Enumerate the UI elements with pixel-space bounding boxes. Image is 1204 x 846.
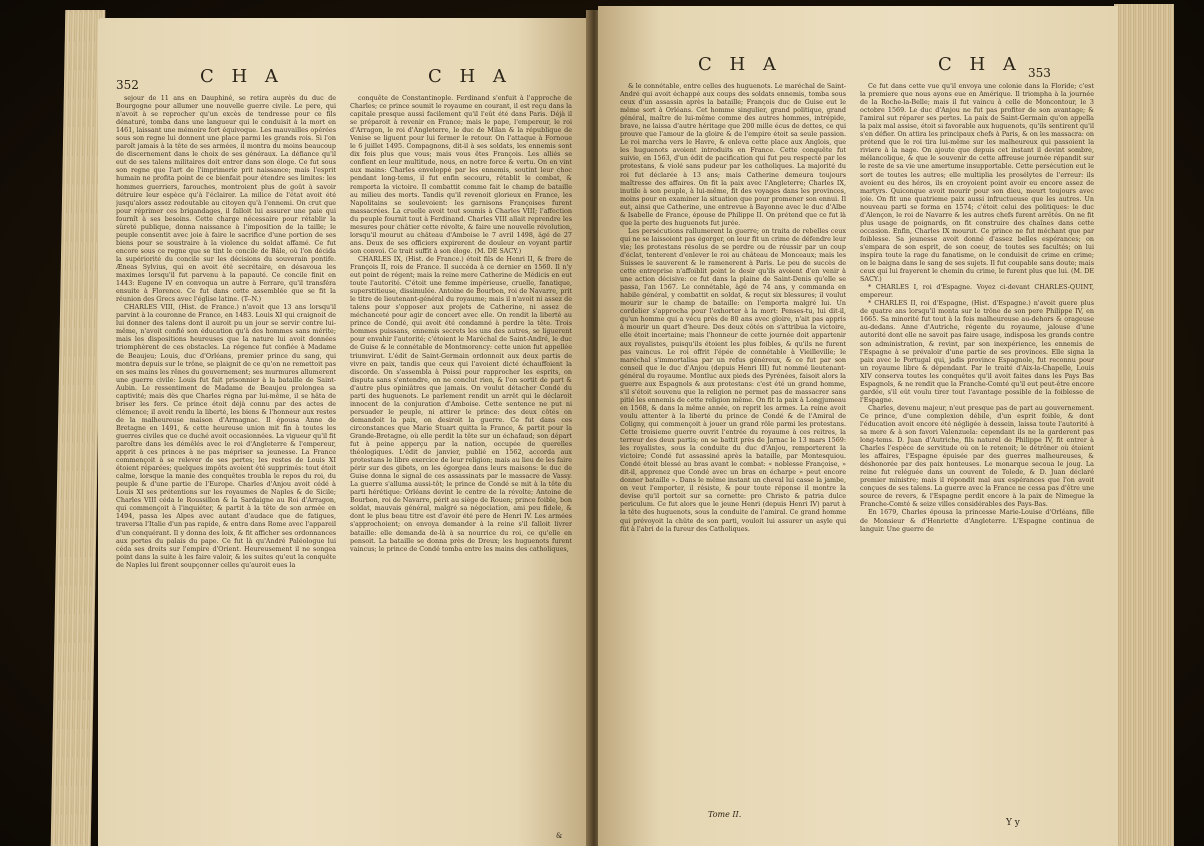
paragraph: CHARLES IX, (Hist. de France.) étoit fils de Henri II, & frere de François II, rois de France. Il succéda à ce dernier en 1560. Il n'y eut point de régent; mais la reine mere Catherine de Médicis en eut toute l'autorité. C'étoit une femme impérieuse, cruelle, fanatique, superstitieuse, dissimulée. Antoine de Bourbon, roi de Navarre, prit le titre de lieutenant-général du royaume; mais il n'avoit ni assez de talens pour s'opposer aux projets de Catherine, ni assez de méchanceté pour agir de concert avec elle. On rendit la liberté au prince de Condé, qui avoit été condamné à perdre la tête. Trois hommes puissans, ennemis secrets les uns des autres, se liguerent pour envahir l'autorité; c'étoient le Maréchal de Saint-André, le duc de Guise & le connétable de Montmorency: cette union fut appellée triumvirat. L'édit de Saint-Germain ordonnoit aux deux partis de vivre en paix, tandis que ceux qui l'avoient dicté échauffoient la discorde. On s'assembla à Poissi pour rapprocher les esprits, on disputa sans s'entendre, on ne conclut rien, & l'on sortit de part & d'autre plus opiniâtres que jamais. On voulut détacher Condé du parti des huguenots. Le parlement rendit un arrêt qui le déclaroit innocent de la conjuration d'Amboise. Cette sentence ne put ni persuader le peuple, ni attirer le prince: des deux côtés on demandoit la paix, on desiroit la guerre. Ce fut dans ces circonstances que Marie Stuart quitta la France, & partit pour la Grande-Bretagne, où elle perdit la tête sur un échafaud; son départ fut à peine apperçu par la nation, occupée de querelles théologiques. L'édit de janvier, publié en 1562, accorda aux protestans le libre exercice de leur religion; mais au lieu de les faire périr sur des gibets, on les égorgea dans leurs maisons: le duc de Guise donna le signal de ces assassinats par le massacre de Vassy. La guerre s'alluma aussi-tôt; le prince de Condé se mit à la tête du parti hérétique: Orléans devint le centre de la révolte; Antoine de Bourbon, roi de Navarre, périt au siège de Rouen; prince foible, bon soldat, mauvais général, malgré sa négociation, ami peu fidele, & dont le plus beau titre est d'avoir été pere de Henri IV. Les armées s'approchoient; on envoya demander à la reine s'il falloit livrer bataille: elle demanda de-là à sa nourrice du roi, ce qu'elle en pensoit. La bataille se donna près de Dreux; les huguenots furent vaincus; le prince de Condé tomba entre les mains des catholiques, — [350, 254, 572, 553]
text-column-1 — [620, 82, 846, 804]
paragraph: & le connétable, entre celles des huguenots. Le maréchal de Saint-André qui avoit échappé aux coups des soldats ennemis, tomba sous ceux d'un assassin après la bataille; François duc de Guise eut le même sort à Orléans. Cet homme singulier, grand politique, grand général, maître de lui-même comme des autres hommes, intrépide, brave, ne laissa d'autre héritage que 200 mille écus de dettes, ce qui prouve que l'amour de la gloire & de l'empire étoit sa seule passion. Le roi marcha vers le Havre, & enleva cette place aux Anglois, que les huguenots avoient introduits en France. Cette conquête fut suivie, en 1563, d'un édit de pacification qui fut peu respecté par les protestans, & violé sans pudeur par les catholiques. La majorité du roi fut déclarée à 13 ans; mais Catherine demeura toujours maîtresse des affaires. On fit la paix avec l'Angleterre; Charles IX, inutile à son peuple, à lui-même, fit des voyages dans les provinces, moins pour en examiner la situation que pour promener son ennui. Il eut, ainsi que Catherine, une entrevue à Bayonne avec le duc d'Albe & Isabelle de France, épouse de Philippe II. On prétend que ce fut là que la perte des huguenots fut jurée. — [620, 82, 846, 227]
running-head-right: C H A — [428, 66, 512, 87]
paragraph: CHARLES VIII, (Hist. de France.) n'avoit que 13 ans lorsqu'il parvint à la couronne de France, en 1483. Louis XI qui craignoit de lui donner des talens dont il auroit pu un jour se servir contre lui-même, n'avoit confié son éducation qu'à des hommes sans mérite; mais les dispositions heureuses que la nature lui avoit données triomphèrent de ces obstacles. La régence fut confiée à Madame de Beaujeu; Louis, duc d'Orléans, premier prince du sang, qui montra depuis sur le trône, se plaignit de ce qu'on ne remettoit pas en ses mains les rênes du gouvernement; ses murmures allumerent une guerre civile: Louis fut fait prisonnier à la bataille de Saint-Aubin. Le ressentiment de Madame de Beaujeu prolongea sa captivité; mais dès que Charles régna par lui-même, il se hâta de briser les fers. Ce prince étoit déjà connu par des actes de clémence; il avoit rendu la liberté, les biens & l'honneur aux restes de la malheureuse maison d'Armagnac. Il épousa Anne de Bretagne en 1491, & cette heureuse union mit fin à toutes les guerres civiles que ce duché avoit occasionnées. La vigueur qu'il fit paroître dans les démêlés avec le roi d'Angleterre & l'empereur, apprit à ces princes à ne pas mépriser sa jeunesse. La France commençoit à se relever de ses pertes; les restes de Louis XI étoient réparées; quelques impôts avoient été supprimés: tout étoit calme, lorsque la manie des conquêtes troubla le repos du roi, du peuple & d'une partie de l'Europe. Charles d'Anjou avoit cédé à Louis XI ses prétentions sur les royaumes de Naples & de Sicile; Charles VIII céda le Roussillon & la Sardaigne au Roi d'Arragon, qui commençoit à l'inquiéter, & partit à la tête de son armée en 1494, passa les Alpes avec autant d'audace que de fatigues, traversa l'Italie d'un pas rapide, & entra dans Rome avec l'appareil d'un conquérant. Il y donna des loix, & fit afficher ses ordonnances aux portes du palais du pape. Ce fut là qu'André Paléologue lui céda ses droits sur l'empire d'Orient. Heureusement il ne songea point dans la suite à les faire valoir, & les suites qu'eut la conquête de Naples lui firent soupçonner celles qu'auroit eues la — [116, 303, 336, 569]
paragraph: En 1679, Charles épousa la princesse Marie-Louise d'Orléans, fille de Monsieur & d'Henriette d'Angleterre. L'Espagne continua de languir. Une guerre de — [860, 508, 1094, 533]
paragraph: * CHARLES II, roi d'Espagne, (Hist. d'Espagne.) n'avoit guere plus de quatre ans lorsqu'il monta sur le trône de son pere Philippe IV, en 1665. Sa minorité fut tout à la fois malheureuse au-dehors & orageuse au-dedans. Anne d'Autriche, régente du royaume, jalouse d'une autorité dont elle ne savoit pas faire usage, indisposa les grands contre son administration, & revint, par son inexpérience, les ennemis de l'Espagne à se prévaloir d'une partie de ses provinces. Elle signa la paix avec le Portugal qui, jadis province Espagnole, fut reconnu pour un royaume libre & dépendant. Par le traité d'Aix-la-Chapelle, Louis XIV conserva toutes les conquêtes qu'il avoit faites dans les Pays Bas Espagnols, & ne rendit que la Franche-Comté qu'il eut peut-être encore gardée, s'il eût voulu tirer tout l'avantage possible de la foiblesse de l'Espagne. — [860, 299, 1094, 404]
right-page — [598, 6, 1118, 846]
running-head-right: C H A — [938, 54, 1022, 75]
page-edges-right — [1114, 4, 1174, 846]
page-number: 352 — [116, 78, 139, 92]
paragraph: sejour de 11 ans en Dauphiné, se retira auprès du duc de Bourgogne pour allumer une nouvelle guerre civile. Le pere, qui n'avoit à se reprocher qu'un excès de tendresse pour ce fils dénaturé, tomba dans une langueur qui le conduisit à la mort en 1461, laissant une mémoire fort équivoque. Les mauvailles opérées sous son regne lui donnent une place parmi les grands rois. Si l'on paroît jamais à la tête de ses armées, il montra du moins beaucoup de discernement dans le choix de ses généraux. La défiance qu'il eut de ses talens militaires doit entrer dans son éloge. Ce fut sous son regne que l'art de l'imprimerie prit naissance; mais l'esprit humain ne profita point de ce bienfait pour étendre ses limites: les hommes guerriers, farouches, montroient plus de goût à savoir détruire leur espèce qu'à l'éclairer. La milice de l'état avoit été jusqu'alors assez redoutable au citoyen qu'à l'ennemi. On crut que pour réprimer ces brigandages, il falloit lui assurer une paie qui fournît à ses besoins. Cette charge nécessaire pour rétablir la sûreté publique, donna naissance à l'imposition de la taille; le peuple consentit avec joie à faire le sacrifice d'une portion de ses biens pour se soustraire à la violence du soldat affamé. Ce fut encore sous ce regne que se tint le concile de Bâle, où l'on décida la supériorité du concile sur les décisions du souverain pontife. Æneas Sylvius, qui en avoit été secrétaire, en désavoua les maximes lorsqu'il fut parvenu à la papauté. Ce concile finit en 1443: Eugene IV en convoqua un autre à Ferrare, qu'il transféra ensuite à Florence. Ce fut dans cette assemblée que se fit la réunion des Grecs avec l'église latine. (T--N.) — [116, 94, 336, 304]
text-column-2 — [350, 94, 572, 830]
text-column-2 — [860, 82, 1094, 812]
running-head-left: C H A — [698, 54, 782, 75]
paragraph: conquête de Constantinople. Ferdinand s'enfuit à l'approche de Charles; ce prince soumit le royaume en courant, il est reçu dans la capitale presque aussi facilement qu'il l'eût été dans Paris. Déjà il se préparoit à revenir en France; mais le pape, l'empereur, le roi d'Arragon, le roi d'Angleterre, le duc de Milan & la république de Venise se liguent pour lui fermer le retour. On l'attaque à Fornoue le 6 juillet 1495. Compagnons, dit-il à ses soldats, les ennemis sont dix fois plus que vous; mais vous êtes François. Les alliés se confient en leur multitude, nous, en notre force & vertu. On en vint aux mains: Charles enveloppé par les ennemis, soutint leur choc pendant long-tems, il fut enfin secouru, rétablit le combat, & remporta la victoire. Il combattit comme fait le champ de bataille au milieu des morts. Tandis qu'il revenoit glorieux en France, les Napolitains se soulevoient: les garnisons Françoises furent massacrées. La cruelle avoit tout soumis à Charles VIII; l'affection du peuple fournit tout à Ferdinand. Charles VIII allait reprendre les mesures pour châtier cette révolte, & faire une nouvelle révolution, lorsqu'il mourut au château d'Amboise le 7 avril 1498, âgé de 27 ans. Deux de ses officiers expirerent de douleur en voyant partir son convoi. Ce trait suffit à son éloge. (M. DE SACY.) — [350, 94, 572, 255]
signature-mark: Y y — [1006, 818, 1020, 828]
running-head-left: C H A — [200, 66, 284, 87]
page-number: 353 — [1028, 66, 1051, 80]
catchword: & — [556, 832, 563, 840]
paragraph: Charles, devenu majeur, n'eut presque pas de part au gouvernement. Ce prince, d'une complexion débile, d'un esprit foible, & dont l'éducation avoit encore été négligée à dessein, laissa toute l'autorité à sa mere & à son favori Valenzuela: cependant ils ne la garderent pas long-tems. D. Juan d'Autriche, fils naturel de Philippe IV, fit entrer à Charles l'espèce de servitude où on le retenoit; le détrôner où étoient les affaires, l'Espagne épuisée par des guerres malheureuses, & déshonorée par des paix honteuses. Le monarque secoua le joug. La reine fut reléguée dans un couvent de Tolede, & D. Juan déclaré premier ministre; mais il répondit mal aux espérances que l'on avoit conçues de ses talens. La guerre avec la France ne cessa pas d'être une source de revers, & l'Espagne perdit encore à la paix de Nimegue la Franche-Comté & seize villes considérables des Pays-Bas. — [860, 403, 1094, 509]
text-column-1 — [116, 94, 336, 830]
paragraph: * CHARLES I, roi d'Espagne. Voyez ci-devant CHARLES-QUINT, empereur. — [860, 283, 1094, 300]
paragraph: Ce fut dans cette vue qu'il envoya une colonie dans la Floride; c'est la premiere que nous ayons eue en Amérique. Il triompha à la journée de la Roche-la-Belle; mais il fut vaincu à celle de Moncontour, le 3 octobre 1569. Le duc d'Anjou ne fut pas profiter de son avantage; & l'amiral sut réparer ses pertes. La paix de Saint-Germain qu'on appella la paix mal assise, étoit si favorable aux huguenots, qu'ils sentirent qu'il s'en défier. On attira les principaux chefs à Paris, & on les massacra: on prétend que le roi tira lui-même sur les malheureux qui passoient la riviere à la nage. On ajoute que depuis cet instant il devint sombre, mélancolique, & que le souvenir de cette affreuse journée répandit sur le reste de sa vie une amertume insupportable. Cette persécution eut le sort de toutes les autres; elle multiplia les prosélytes de l'erreur: ils avoient eu des héros, ils en croyoient point avoir eu encore assez de martyrs. Quiconque avoit mourir pour son dieu, meurt toujours avec joie. On fit une quatrieme paix aussi infructueuse que les autres. Un nouveau parti se forma en 1574; c'étoit celui des politiques: le duc d'Alençon, le roi de Navarre & les autres chefs furent arrêtés. On ne fit plus usage de poignards, on fit construire des chaînes dans cette occasion. Enfin, Charles IX mourut. Ce prince ne fut méchant que par foiblesse. Sa jeunesse avoit donné d'assez belles espérances; on s'empara de son esprit, de son coeur, de toutes ses facultés; on lui inspira toute la rage du fanatisme, on le conduisit de crime en crime; on le baigna dans le sang de ses sujets. Il fut coupable sans doute; mais ceux qui lui frayerent le chemin du crime, le furent plus que lui. (M. DE SACY.) — [860, 82, 1094, 284]
volume-footer: Tome II. — [708, 810, 742, 819]
paragraph: Les persécutions rallumerent la guerre; on traita de rebelles ceux qui ne se laissoient pas égorger, on leur fit un crime de défendre leur vie; les protestans résolus de se perdre ou de réussir par un coup d'éclat, tenterent d'enlever le roi au château de Monceaux; mais les Suisses le sauverent & le ramenerent à Paris. Le peu de succès de cette entreprise n'affoiblit point le desir qu'ils avoient d'en venir à une action décisive: ce fut dans la plaine de Saint-Denis qu'elle se passa, l'an 1567. Le connétable, âgé de 74 ans, y commanda en habile général, y combattit en soldat, & reçut six blessures; il voulut mourir sur le champ de bataille: on l'emporta malgré lui. Un cordelier s'approcha pour l'exhorter à la mort: Penses-tu, lui dit-il, qu'un homme qui a vécu près de 80 ans avec gloire, n'ait pas appris à mourir un quart d'heure. Des deux côtés on s'attribua la victoire, elle étoit incertaine; mais l'honneur de cette journée doit appartenir aux royalistes, puisqu'ils étoient les plus foibles, & qu'ils ne furent pas vaincus. Le roi offrit l'épée de connétable à Vieilleville; le maréchal s'immortalisa par un refus généreux, & ce fut par son conseil que le duc d'Anjou (depuis Henri III) fut nommé lieutenant-général du royaume. Montluc aux pieds des Pyrénées, faisoit alors la guerre aux Espagnols & aux protestans: c'est été un grand homme, s'il s'étoit souvenu que la religion ne permet pas de massacrer sans pitié les ennemis de cette religion même. On fit la paix à Longjumeau en 1568, & dans la même année, on reprit les armes. La reine avoit voulu attenter à la liberté du prince de Condé & de l'Amiral de Coligny, qui commençoit à jouer un grand rôle parmi les protestans. Cette troisieme guerre ouvrit l'entrée du royaume à ces reitres, la terreur des deux partis; on se battit près de Jarnac le 13 mars 1569: les royalistes, sous la conduite du duc d'Anjou, remporterent la victoire; Condé fut assassiné après la bataille, par Montesquiou. Condé étoit blessé au bras avant le combat: « noblesse Françoise, » dit-il, apprenez que Condé avec un bras en écharpe » peut encore donner bataille ». Dans le même instant un cheval lui casse la jambe, on veut l'emporter, il résiste, & pour toute réponse il montre la devise qu'il portoit sur sa cornette: pro Christo & patria dulce periculum. Ce fut alors que le jeune Henri (depuis Henri IV) parut à la tête des huguenots, sous la conduite de l'amiral. Ce grand homme qui prévoyoit la chûte de son parti, vouloit lui assurer un asyle qui fût à l'abri de la fureur des Catholiques. — [620, 226, 846, 533]
left-page — [98, 18, 590, 846]
